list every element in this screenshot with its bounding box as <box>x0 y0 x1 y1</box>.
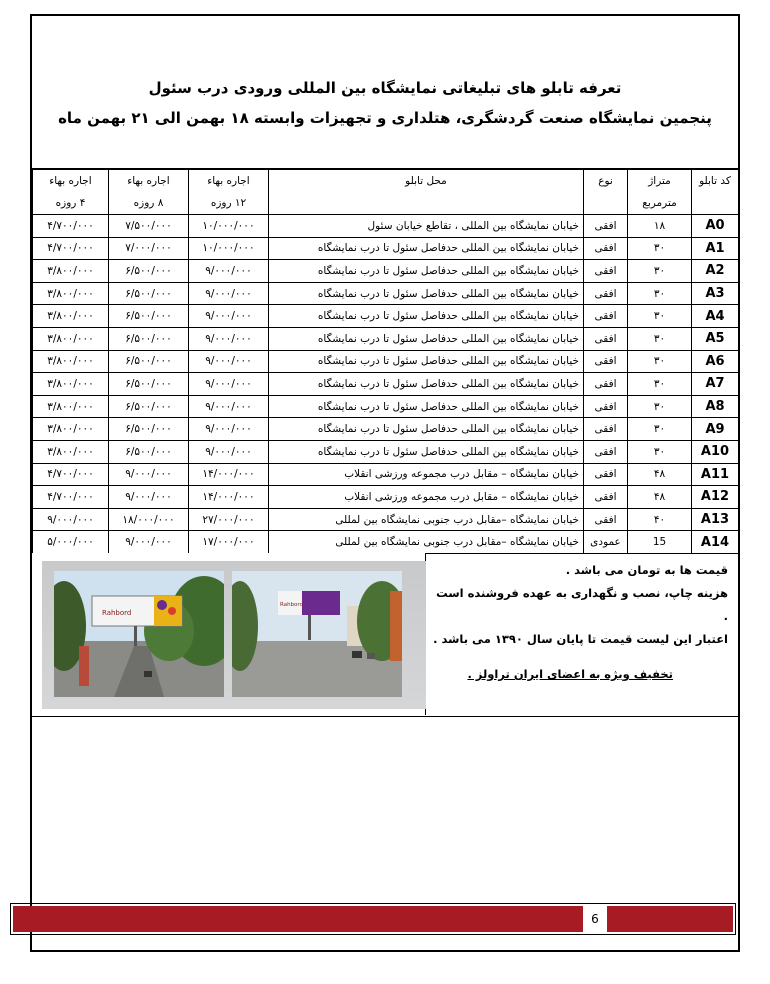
header-rent-8-days: ۸ روزه <box>109 192 189 215</box>
row-location: خیابان نمایشگاه بین المللی حدفاصل سئول تا درب نمایشگاه <box>269 327 584 350</box>
page-footer <box>10 903 736 935</box>
row-area: ۳۰ <box>628 395 692 418</box>
row-code: A12 <box>692 486 739 509</box>
row-rent-4: ۴/۷۰۰/۰۰۰ <box>33 237 109 260</box>
row-location: خیابان نمایشگاه بین المللی حدفاصل سئول تا درب نمایشگاه <box>269 237 584 260</box>
row-location: خیابان نمایشگاه بین المللی حدفاصل سئول تا درب نمایشگاه <box>269 373 584 396</box>
row-type: افقی <box>584 327 628 350</box>
header-rent-12-days: ۱۲ روزه <box>189 192 269 215</box>
row-rent-4: ۳/۸۰۰/۰۰۰ <box>33 440 109 463</box>
row-rent-8: ۹/۰۰۰/۰۰۰ <box>109 486 189 509</box>
header-code: کد تابلو <box>692 170 739 193</box>
row-rent-12: ۹/۰۰۰/۰۰۰ <box>189 305 269 328</box>
table-row <box>33 373 739 396</box>
row-rent-12: ۹/۰۰۰/۰۰۰ <box>189 260 269 283</box>
row-rent-12: ۹/۰۰۰/۰۰۰ <box>189 350 269 373</box>
row-rent-8: ۱۸/۰۰۰/۰۰۰ <box>109 508 189 531</box>
tariff-table <box>32 169 739 554</box>
row-code: A4 <box>692 305 739 328</box>
header-rent-8: اجاره بهاء <box>109 170 189 193</box>
row-area: ۳۰ <box>628 282 692 305</box>
row-area: ۳۰ <box>628 418 692 441</box>
row-type: افقی <box>584 305 628 328</box>
row-rent-4: ۳/۸۰۰/۰۰۰ <box>33 373 109 396</box>
row-type: عمودی <box>584 531 628 554</box>
row-type: افقی <box>584 350 628 373</box>
row-rent-4: ۳/۸۰۰/۰۰۰ <box>33 350 109 373</box>
row-type: افقی <box>584 508 628 531</box>
billboard-photo-left <box>54 571 224 697</box>
row-area: ۳۰ <box>628 260 692 283</box>
row-location: خیابان نمایشگاه –مقابل درب جنوبی نمایشگاه بین لمللی <box>269 508 584 531</box>
table-row <box>33 305 739 328</box>
row-rent-12: ۹/۰۰۰/۰۰۰ <box>189 373 269 396</box>
row-code: A13 <box>692 508 739 531</box>
row-code: A5 <box>692 327 739 350</box>
row-rent-8: ۶/۵۰۰/۰۰۰ <box>109 373 189 396</box>
table-row <box>33 463 739 486</box>
row-location: خیابان نمایشگاه – مقابل درب مجموعه ورزشی انقلاب <box>269 486 584 509</box>
table-row <box>33 350 739 373</box>
row-code: A6 <box>692 350 739 373</box>
row-type: افقی <box>584 373 628 396</box>
row-rent-4: ۴/۷۰۰/۰۰۰ <box>33 215 109 238</box>
row-code: A3 <box>692 282 739 305</box>
row-area: ۴۸ <box>628 486 692 509</box>
row-code: A10 <box>692 440 739 463</box>
row-rent-4: ۳/۸۰۰/۰۰۰ <box>33 395 109 418</box>
header-area: متراژ <box>628 170 692 193</box>
row-area: ۳۰ <box>628 305 692 328</box>
row-area: ۳۰ <box>628 440 692 463</box>
row-rent-4: ۴/۷۰۰/۰۰۰ <box>33 463 109 486</box>
row-rent-4: ۳/۸۰۰/۰۰۰ <box>33 282 109 305</box>
row-area: ۴۸ <box>628 463 692 486</box>
notes-section <box>32 553 738 717</box>
row-rent-12: ۱۰/۰۰۰/۰۰۰ <box>189 237 269 260</box>
row-location: خیابان نمایشگاه بین المللی حدفاصل سئول تا درب نمایشگاه <box>269 305 584 328</box>
table-row <box>33 440 739 463</box>
row-rent-12: ۹/۰۰۰/۰۰۰ <box>189 327 269 350</box>
row-location: خیابان نمایشگاه بین المللی حدفاصل سئول تا درب نمایشگاه <box>269 418 584 441</box>
row-rent-12: ۱۷/۰۰۰/۰۰۰ <box>189 531 269 554</box>
footer-bar-left <box>13 906 583 932</box>
row-rent-4: ۳/۸۰۰/۰۰۰ <box>33 305 109 328</box>
header-rent-4: اجاره بهاء <box>33 170 109 193</box>
row-rent-12: ۹/۰۰۰/۰۰۰ <box>189 282 269 305</box>
row-rent-12: ۹/۰۰۰/۰۰۰ <box>189 440 269 463</box>
table-header-row <box>33 170 739 193</box>
page-subtitle: پنجمین نمایشگاه صنعت گردشگری، هتلداری و تجهیزات وابسته ۱۸ بهمن الی ۲۱ بهمن ماه <box>58 109 712 127</box>
row-rent-12: ۱۴/۰۰۰/۰۰۰ <box>189 486 269 509</box>
row-rent-8: ۶/۵۰۰/۰۰۰ <box>109 282 189 305</box>
row-rent-8: ۶/۵۰۰/۰۰۰ <box>109 327 189 350</box>
row-rent-12: ۱۰/۰۰۰/۰۰۰ <box>189 215 269 238</box>
row-area: ۱۸ <box>628 215 692 238</box>
row-rent-8: ۶/۵۰۰/۰۰۰ <box>109 260 189 283</box>
row-rent-8: ۶/۵۰۰/۰۰۰ <box>109 418 189 441</box>
row-type: افقی <box>584 237 628 260</box>
row-rent-8: ۶/۵۰۰/۰۰۰ <box>109 350 189 373</box>
row-location: خیابان نمایشگاه –مقابل درب جنوبی نمایشگاه بین لمللی <box>269 531 584 554</box>
page-title: تعرفه تابلو های تبلیغاتی نمایشگاه بین المللی ورودی درب سئول <box>148 79 622 97</box>
row-code: A2 <box>692 260 739 283</box>
row-type: افقی <box>584 418 628 441</box>
row-rent-8: ۹/۰۰۰/۰۰۰ <box>109 463 189 486</box>
billboard-text-right: Rahbord <box>280 602 304 608</box>
row-rent-4: ۳/۸۰۰/۰۰۰ <box>33 418 109 441</box>
header-rent-12: اجاره بهاء <box>189 170 269 193</box>
billboard-photo-right <box>232 571 402 697</box>
row-area: ۳۰ <box>628 350 692 373</box>
row-location: خیابان نمایشگاه بین المللی حدفاصل سئول تا درب نمایشگاه <box>269 350 584 373</box>
row-location: خیابان نمایشگاه بین المللی حدفاصل سئول تا درب نمایشگاه <box>269 440 584 463</box>
discount-note: تخفیف ویژه به اعضای ایران تراولز . <box>467 667 673 681</box>
row-location: خیابان نمایشگاه – مقابل درب مجموعه ورزشی انقلاب <box>269 463 584 486</box>
table-header-row-2 <box>33 192 739 215</box>
table-row <box>33 215 739 238</box>
footer-bar-right <box>607 906 733 932</box>
row-type: افقی <box>584 463 628 486</box>
row-rent-12: ۲۷/۰۰۰/۰۰۰ <box>189 508 269 531</box>
table-row <box>33 237 739 260</box>
row-type: افقی <box>584 486 628 509</box>
table-row <box>33 282 739 305</box>
row-type: افقی <box>584 282 628 305</box>
table-row <box>33 260 739 283</box>
table-row <box>33 508 739 531</box>
row-rent-12: ۹/۰۰۰/۰۰۰ <box>189 418 269 441</box>
row-code: A0 <box>692 215 739 238</box>
row-code: A11 <box>692 463 739 486</box>
row-type: افقی <box>584 260 628 283</box>
row-rent-12: ۹/۰۰۰/۰۰۰ <box>189 395 269 418</box>
row-rent-8: ۶/۵۰۰/۰۰۰ <box>109 395 189 418</box>
row-location: خیابان نمایشگاه بین المللی حدفاصل سئول تا درب نمایشگاه <box>269 282 584 305</box>
row-rent-8: ۷/۰۰۰/۰۰۰ <box>109 237 189 260</box>
row-location: خیابان نمایشگاه بین المللی ، تقاطع خیابان سئول <box>269 215 584 238</box>
row-location: خیابان نمایشگاه بین المللی حدفاصل سئول تا درب نمایشگاه <box>269 395 584 418</box>
row-area: ۳۰ <box>628 237 692 260</box>
notes-text <box>428 559 728 686</box>
row-location: خیابان نمایشگاه بین المللی حدفاصل سئول تا درب نمایشگاه <box>269 260 584 283</box>
row-type: افقی <box>584 440 628 463</box>
table-row <box>33 486 739 509</box>
note-validity: اعتبار این لیست قیمت تا پایان سال ۱۳۹۰ می باشد . <box>433 632 728 646</box>
row-area: ۴۰ <box>628 508 692 531</box>
row-rent-4: ۳/۸۰۰/۰۰۰ <box>33 260 109 283</box>
row-rent-8: ۶/۵۰۰/۰۰۰ <box>109 440 189 463</box>
row-rent-8: ۷/۵۰۰/۰۰۰ <box>109 215 189 238</box>
note-currency: قیمت ها به تومان می باشد . <box>565 563 728 577</box>
note-costs: هزینه چاپ، نصب و نگهداری به عهده فروشنده است . <box>436 586 728 623</box>
header-area-unit: مترمربع <box>628 192 692 215</box>
table-row <box>33 327 739 350</box>
table-row <box>33 531 739 554</box>
row-area: 15 <box>628 531 692 554</box>
page-number: 6 <box>583 906 607 932</box>
header-location: محل تابلو <box>269 170 584 193</box>
row-code: A8 <box>692 395 739 418</box>
row-rent-8: ۹/۰۰۰/۰۰۰ <box>109 531 189 554</box>
table-row <box>33 418 739 441</box>
row-code: A9 <box>692 418 739 441</box>
row-type: افقی <box>584 395 628 418</box>
row-area: ۳۰ <box>628 373 692 396</box>
table-row <box>33 395 739 418</box>
header-rent-4-days: ۴ روزه <box>33 192 109 215</box>
row-type: افقی <box>584 215 628 238</box>
billboard-photos <box>32 553 426 715</box>
row-code: A7 <box>692 373 739 396</box>
billboard-text-left: Rahbord <box>102 609 132 617</box>
row-rent-4: ۳/۸۰۰/۰۰۰ <box>33 327 109 350</box>
row-rent-12: ۱۴/۰۰۰/۰۰۰ <box>189 463 269 486</box>
row-area: ۳۰ <box>628 327 692 350</box>
header-type: نوع <box>584 170 628 193</box>
row-rent-4: ۴/۷۰۰/۰۰۰ <box>33 486 109 509</box>
row-rent-8: ۶/۵۰۰/۰۰۰ <box>109 305 189 328</box>
row-rent-4: ۹/۰۰۰/۰۰۰ <box>33 508 109 531</box>
row-code: A1 <box>692 237 739 260</box>
row-code: A14 <box>692 531 739 554</box>
row-rent-4: ۵/۰۰۰/۰۰۰ <box>33 531 109 554</box>
